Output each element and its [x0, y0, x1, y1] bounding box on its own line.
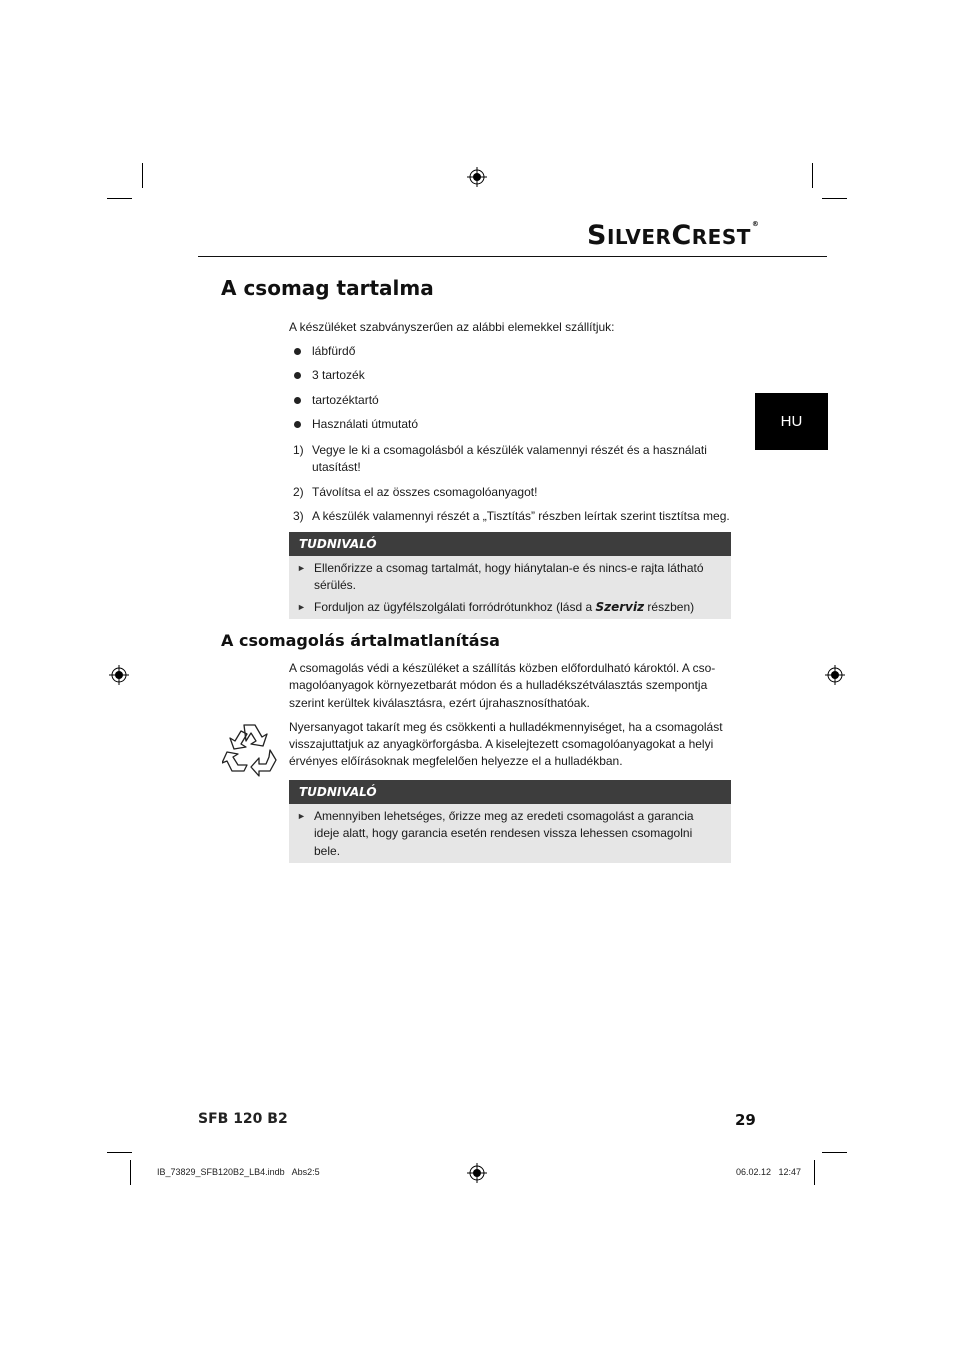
service-reference: Szerviz [595, 600, 645, 614]
note-text: Ellenőrizze a csomag tartalmát, hogy hiánytalan-e és nincs-e rajta látható [314, 561, 704, 575]
step-number: 1) [293, 443, 304, 457]
silvercrest-logo: SILVERCREST® [587, 220, 760, 251]
crop-mark [130, 1160, 131, 1185]
note-heading: TUDNIVALÓ [289, 780, 731, 804]
print-slug-file: IB_73829_SFB120B2_LB4.indb Abs2:5 [157, 1167, 320, 1177]
list-item: Használati útmutató [312, 417, 419, 431]
crop-mark [822, 1152, 847, 1153]
step-text: A készülék valamennyi részét a „Tisztítás” részben leírtak szerint tisztítsa meg. [312, 509, 730, 523]
intro-text: A készüléket szabványszerűen az alábbi elemekkel szállítjuk: [289, 320, 615, 334]
paragraph-line: szerint kerültek kiválasztásra, ezért újrahasznosíthatóak. [289, 696, 590, 710]
header-rule [198, 256, 827, 257]
paragraph-line: visszajuttatjuk az anyagkörforgásba. A kiselejtezett csomagolóanyagokat a helyi [289, 737, 714, 751]
section-title: A csomagolás ártalmatlanítása [221, 631, 500, 650]
recycle-icon [222, 719, 284, 777]
crop-mark [142, 163, 143, 188]
print-slug-date: 06.02.12 12:47 [736, 1167, 802, 1177]
list-item: tartozéktartó [312, 393, 379, 407]
note-text: bele. [314, 844, 341, 858]
step-text: utasítást! [312, 460, 361, 474]
note-heading: TUDNIVALÓ [289, 532, 731, 556]
crop-mark [814, 1160, 815, 1185]
step-text: Vegye le ki a csomagolásból a készülék valamennyi részét és a használati [312, 443, 707, 457]
bullet-icon [294, 421, 301, 428]
list-item: 3 tartozék [312, 368, 365, 382]
language-tab: HU [755, 393, 828, 450]
paragraph-line: A csomagolás védi a készüléket a szállítás közben előfordulható károktól. A cso- [289, 661, 716, 675]
crop-mark [107, 198, 132, 199]
crop-mark [107, 1152, 132, 1153]
registration-mark-icon [825, 665, 845, 685]
note-text: Amennyiben lehetséges, őrizze meg az eredeti csomagolást a garancia [314, 809, 694, 823]
model-number: SFB 120 B2 [198, 1111, 288, 1127]
registration-mark-icon [467, 167, 487, 187]
registration-mark-icon [109, 665, 129, 685]
note-text: sérülés. [314, 578, 357, 592]
paragraph-line: magolóanyagok környezetbarát módon és a hulladékszétválasztás szempontja [289, 678, 708, 692]
page-number: 29 [735, 1111, 756, 1129]
step-number: 3) [293, 509, 304, 523]
bullet-icon [294, 397, 301, 404]
paragraph-line: érvényes előírásoknak megfelelően helyezze el a hulladékban. [289, 754, 623, 768]
crop-mark [822, 198, 847, 199]
list-item: lábfürdő [312, 344, 356, 358]
bullet-icon [294, 372, 301, 379]
step-number: 2) [293, 485, 304, 499]
arrow-right-icon: ► [297, 602, 306, 612]
arrow-right-icon: ► [297, 811, 306, 821]
bullet-icon [294, 348, 301, 355]
note-text: Forduljon az ügyfélszolgálati forródrótunkhoz (lásd a Szerviz részben) [314, 600, 695, 614]
registration-mark-icon [467, 1163, 487, 1183]
paragraph-line: Nyersanyagot takarít meg és csökkenti a hulladékmennyiséget, ha a csomagolást [289, 720, 723, 734]
crop-mark [812, 163, 813, 188]
section-title: A csomag tartalma [221, 276, 434, 300]
arrow-right-icon: ► [297, 563, 306, 573]
step-text: Távolítsa el az összes csomagolóanyagot! [312, 485, 538, 499]
note-text: ideje alatt, hogy garancia esetén rendesen vissza lehessen csomagolni [314, 826, 693, 840]
